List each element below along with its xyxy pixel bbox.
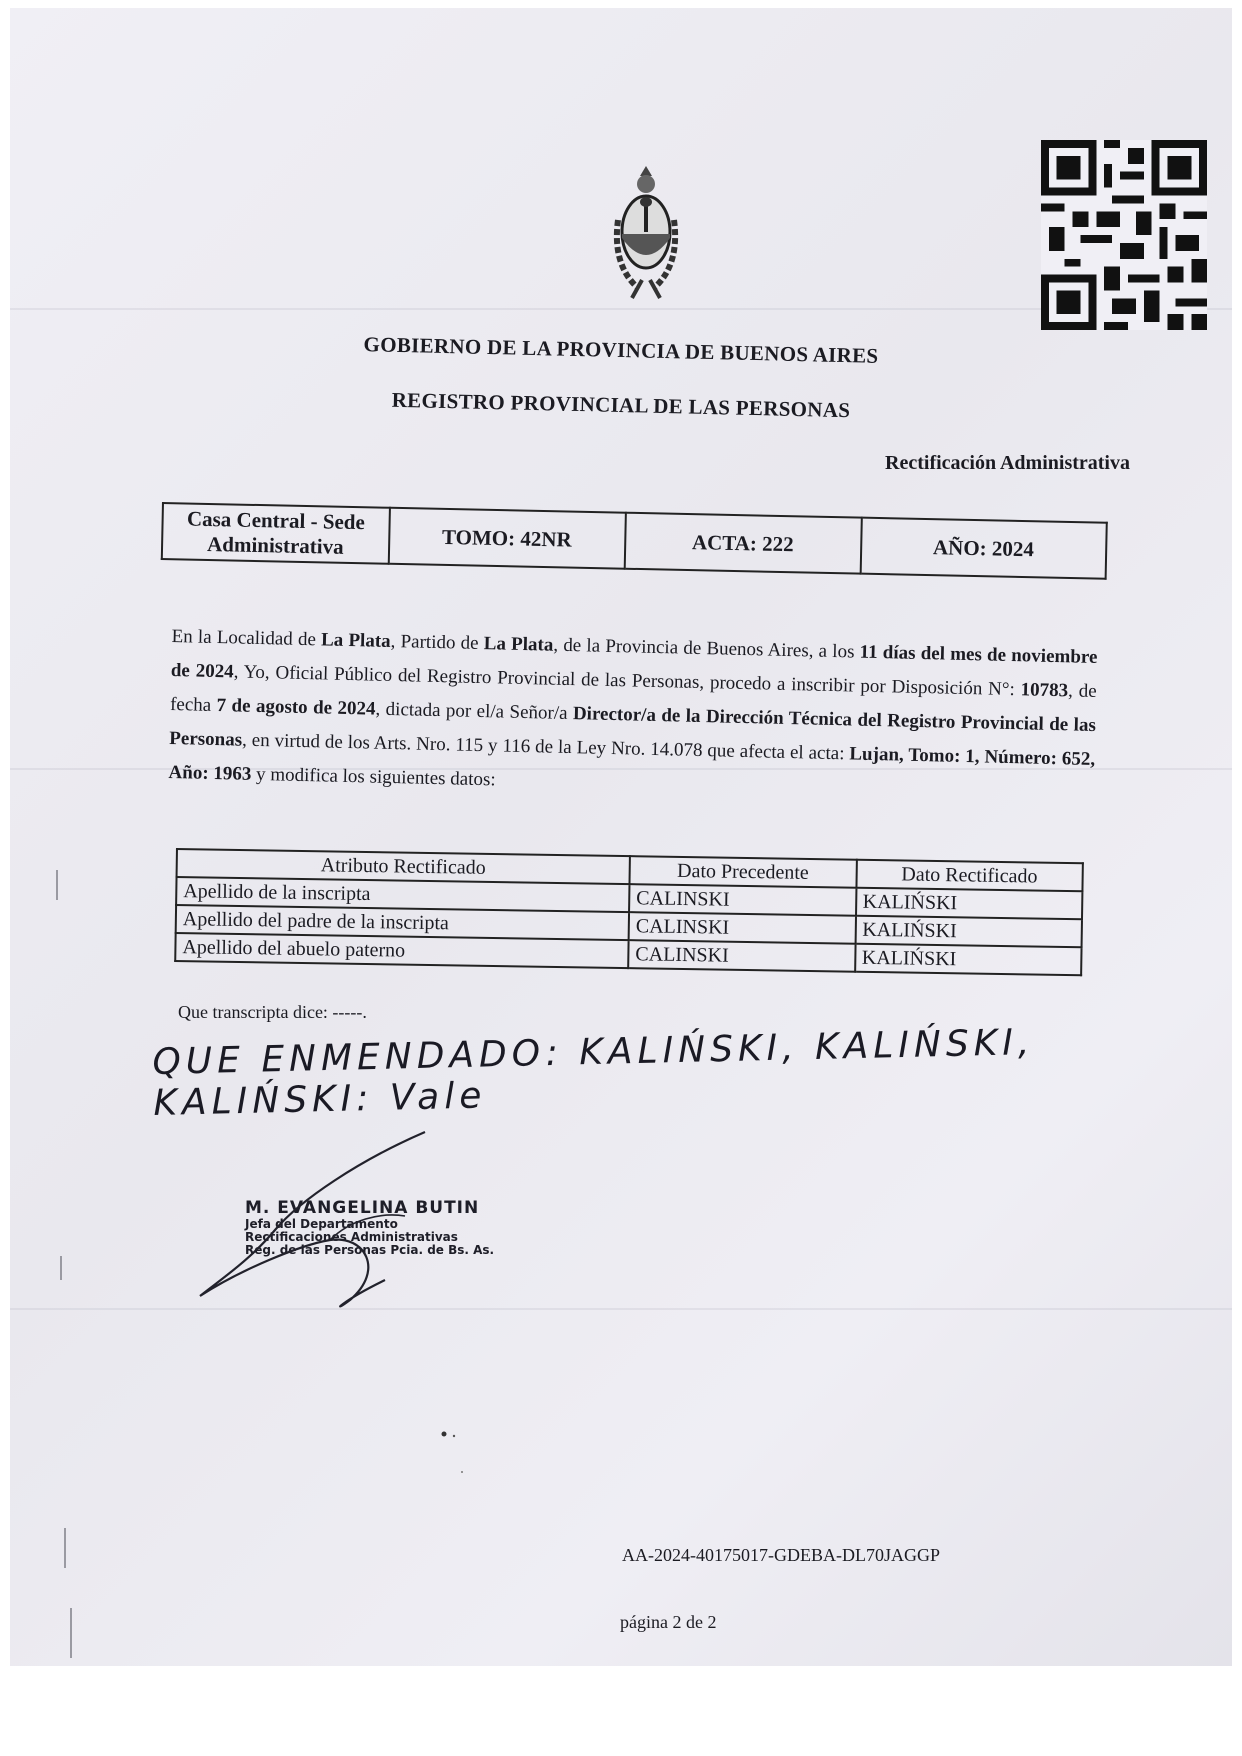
body-text: , Yo, Oficial Público del Registro Provincial de las Personas, procedo a inscribir por Disposición N°:: [233, 661, 1021, 701]
body-text: y modifica los siguientes datos:: [251, 763, 496, 791]
previous-value-cell: CALINSKI: [628, 940, 855, 972]
edge-mark: [70, 1608, 72, 1658]
previous-value-cell: CALINSKI: [629, 884, 856, 916]
transcript-label: Que transcripta dice: -----.: [178, 1002, 367, 1022]
registry-title: REGISTRO PROVINCIAL DE LAS PERSONAS: [391, 387, 851, 423]
body-text: En la Localidad de: [171, 625, 322, 651]
paper-specks: [440, 1430, 480, 1480]
body-bold: 7 de agosto de 2024: [216, 695, 376, 720]
previous-value-cell: CALINSKI: [629, 912, 856, 944]
acta-cell: ACTA: 222: [624, 513, 861, 574]
body-bold: Lujan, Tomo: 1, Número: 652, Año: 1963: [168, 743, 1096, 785]
edge-mark: [60, 1256, 62, 1280]
government-title: GOBIERNO DE LA PROVINCIA DE BUENOS AIRES: [363, 332, 879, 368]
attribute-cell: Apellido del padre de la inscripta: [176, 905, 629, 940]
body-bold: 11 días del mes de noviembre de 2024: [170, 641, 1098, 683]
edge-mark: [64, 1528, 66, 1568]
body-bold: La Plata: [483, 633, 554, 656]
body-text: , de la Provincia de Buenos Aires, a los: [553, 634, 860, 663]
edge-mark: [56, 870, 58, 900]
attribute-cell: Apellido de la inscripta: [176, 877, 629, 912]
qr-code-icon: [1040, 140, 1208, 330]
page-number: página 2 de 2: [620, 1612, 717, 1632]
column-header: Dato Rectificado: [856, 860, 1083, 892]
rectification-table: [174, 848, 1084, 976]
body-paragraph: [168, 620, 1098, 811]
column-header: Dato Precedente: [629, 856, 856, 888]
rectified-value-cell: KALIŃSKI: [856, 888, 1083, 920]
body-text: , Partido de: [390, 630, 485, 655]
official-registry: Reg. de las Personas Pcia. de Bs. As.: [245, 1243, 495, 1257]
official-name: M. EVANGELINA BUTIN: [245, 1198, 480, 1218]
document-id: AA-2024-40175017-GDEBA-DL70JAGGP: [622, 1545, 940, 1565]
body-text: , en virtud de los Arts. Nro. 115 y 116 de la Ley Nro. 14.078 que afecta el acta:: [241, 729, 850, 765]
body-bold: Director/a de la Dirección Técnica del Registro Provincial de las Personas: [169, 703, 1097, 751]
body-text: , dictada por el/a Señor/a: [375, 698, 574, 725]
attribute-cell: Apellido del abuelo paterno: [175, 933, 628, 968]
rectified-value-cell: KALIŃSKI: [855, 944, 1082, 976]
official-title: Jefa del Departamento: [245, 1217, 398, 1231]
handwritten-amendment: QUE ENMENDADO: KALIŃSKI, KALIŃSKI, KALIŃSKI: Vale: [152, 1021, 1035, 1124]
body-bold: La Plata: [320, 629, 391, 652]
column-header: Atributo Rectificado: [177, 849, 630, 884]
argentine-coat-of-arms-icon: [598, 160, 694, 310]
office-cell: Casa Central - Sede Administrativa: [162, 503, 390, 564]
tomo-cell: TOMO: 42NR: [388, 508, 625, 569]
body-bold: 10783: [1020, 679, 1069, 702]
body-text: , de fecha: [169, 680, 1097, 717]
signature: [180, 1120, 500, 1320]
rectified-value-cell: KALIŃSKI: [855, 916, 1082, 948]
official-department: Rectificaciones Administrativas: [245, 1230, 458, 1244]
document-type: Rectificación Administrativa: [885, 452, 1130, 474]
anio-cell: AÑO: 2024: [860, 518, 1107, 579]
